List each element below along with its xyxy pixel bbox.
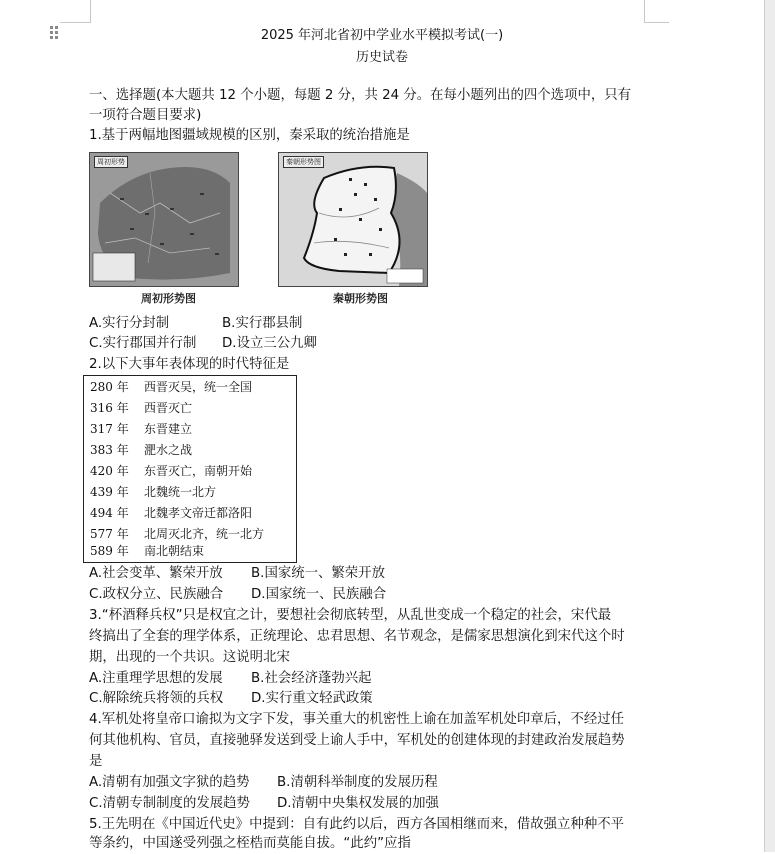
q2-option-c[interactable]: C.政权分立、民族融合 (89, 587, 224, 602)
document-title: 2025 年河北省初中学业水平模拟考试(一) (260, 28, 504, 43)
q2-stem: 2.以下大事年表体现的时代特征是 (89, 357, 290, 372)
q4-option-d[interactable]: D.清朝中央集权发展的加强 (277, 796, 439, 811)
q5-stem-line1: 5.王先明在《中国近代史》中提到：自有此约以后，西方各国相继而来，借故强立种种不平 (89, 817, 625, 832)
q1-option-a[interactable]: A.实行分封制 (89, 316, 170, 331)
section-heading-line2: 一项符合题目要求) (89, 108, 202, 123)
q2-option-d[interactable]: D.国家统一、民族融合 (251, 587, 387, 602)
qin-map-drawing (279, 153, 427, 286)
q3-option-c[interactable]: C.解除统兵将领的兵权 (89, 691, 224, 706)
q2-option-b[interactable]: B.国家统一、繁荣开放 (251, 566, 385, 581)
q4-stem-line3: 是 (89, 754, 103, 769)
timeline-row (90, 399, 192, 416)
q3-option-b[interactable]: B.社会经济蓬勃兴起 (251, 671, 372, 686)
timeline-row (90, 504, 252, 521)
timeline-event: 北魏统一北方 (144, 485, 217, 499)
q1-maps (88, 152, 448, 308)
zhou-map-image (89, 152, 239, 287)
timeline-row (90, 462, 252, 479)
timeline-table (83, 375, 297, 563)
section-heading-line1: 一、选择题(本大题共 12 个小题，每题 2 分，共 24 分。在每小题列出的四个选项中，只有 (89, 88, 632, 103)
timeline-year: 577 年 (90, 527, 129, 541)
timeline-event: 东晋灭亡，南朝开始 (144, 464, 253, 478)
qin-map-label: 秦朝形势图 (283, 156, 324, 168)
timeline-event: 北周灭北齐，统一北方 (144, 527, 265, 541)
qin-map-image (278, 152, 428, 287)
q3-stem-line1: 3.“杯酒释兵权”只是权宜之计，要想社会彻底转型，从乱世变成一个稳定的社会，宋代最 (89, 608, 612, 623)
timeline-year: 494 年 (90, 506, 129, 520)
timeline-row (90, 542, 204, 559)
q1-stem: 1.基于两幅地图疆域规模的区别，秦采取的统治措施是 (89, 128, 410, 143)
q4-option-b[interactable]: B.清朝科举制度的发展历程 (277, 775, 438, 790)
q4-stem-line2: 何其他机构、官员，直接驰驿发送到受上谕人手中，军机处的创建体现的封建政治发展趋势 (89, 733, 625, 748)
timeline-year: 317 年 (90, 422, 129, 436)
timeline-event: 西晋灭吴，统一全国 (144, 380, 253, 394)
zhou-map-label: 周初形势 (94, 156, 128, 168)
page-margin-corner-top-right (644, 0, 669, 23)
zhou-map-caption: 周初形势图 (141, 292, 196, 305)
q1-option-c[interactable]: C.实行郡国并行制 (89, 336, 197, 351)
q3-option-d[interactable]: D.实行重文轻武政策 (251, 691, 373, 706)
timeline-year: 439 年 (90, 485, 129, 499)
q3-stem-line3: 期，出现的一个共识。这说明北宋 (89, 650, 290, 665)
timeline-year: 383 年 (90, 443, 129, 457)
timeline-row (90, 420, 192, 437)
timeline-row (90, 441, 192, 458)
q3-option-a[interactable]: A.注重理学思想的发展 (89, 671, 223, 686)
q2-option-a[interactable]: A.社会变革、繁荣开放 (89, 566, 223, 581)
qin-map-caption: 秦朝形势图 (333, 292, 388, 305)
timeline-year: 589 年 (90, 544, 129, 558)
timeline-event: 东晋建立 (144, 422, 193, 436)
q4-option-c[interactable]: C.清朝专制制度的发展趋势 (89, 796, 250, 811)
q5-stem-line2: 等条约，中国遂受列强之桎梏而莫能自拔。“此约”应指 (89, 836, 411, 851)
document-subtitle: 历史试卷 (355, 50, 408, 65)
timeline-event: 北魏孝文帝迁都洛阳 (144, 506, 253, 520)
timeline-year: 280 年 (90, 380, 129, 394)
timeline-row (90, 378, 252, 395)
page-margin-corner-top-left (60, 0, 91, 23)
q3-stem-line2: 终搞出了全套的理学体系，正统理论、忠君思想、名节观念，是儒家思想演化到宋代这个时 (89, 629, 625, 644)
zhou-map-drawing (90, 153, 238, 286)
timeline-event: 南北朝结束 (144, 544, 205, 558)
timeline-event: 西晋灭亡 (144, 401, 193, 415)
q4-stem-line1: 4.军机处将皇帝口谕拟为文字下发，事关重大的机密性上谕在加盖军机处印章后，不经过任 (89, 712, 625, 727)
q1-option-d[interactable]: D.设立三公九卿 (222, 336, 317, 351)
timeline-year: 316 年 (90, 401, 129, 415)
timeline-row (90, 525, 264, 542)
timeline-event: 淝水之战 (144, 443, 193, 457)
timeline-row (90, 483, 216, 500)
vertical-scrollbar[interactable] (764, 0, 775, 852)
q1-option-b[interactable]: B.实行郡县制 (222, 316, 303, 331)
timeline-year: 420 年 (90, 464, 129, 478)
q4-option-a[interactable]: A.清朝有加强文字狱的趋势 (89, 775, 250, 790)
